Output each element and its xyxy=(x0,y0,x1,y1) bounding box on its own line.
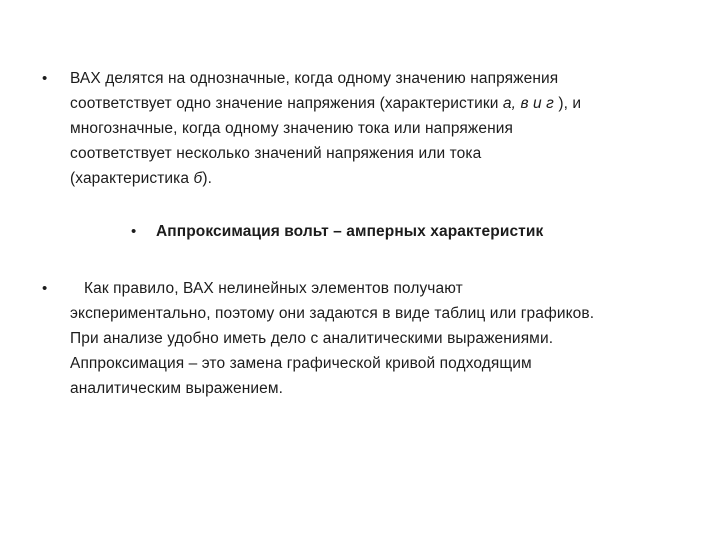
text-segment: ), и xyxy=(553,95,582,112)
text-segment: ). xyxy=(202,170,213,187)
section-heading: Аппроксимация вольт – амперных характеристик xyxy=(156,223,544,240)
text-segment: (характеристика xyxy=(70,170,194,187)
bullet-marker: • xyxy=(42,70,48,87)
text-line: ВАХ делятся на однозначные, когда одному значению напряжения xyxy=(70,70,559,87)
bullet-marker: • xyxy=(42,280,48,297)
text-line: соответствует несколько значений напряжения или тока xyxy=(70,145,482,162)
text-line: экспериментально, поэтому они задаются в виде таблиц или графиков. xyxy=(70,305,595,322)
text-segment: соответствует одно значение напряжения (характеристики xyxy=(70,95,503,112)
bullet-marker: • xyxy=(131,223,137,240)
text-line: аналитическим выражением. xyxy=(70,380,284,397)
italic-text: б xyxy=(193,170,203,187)
text-line: Аппроксимация – это замена графической кривой подходящим xyxy=(70,355,532,372)
text-line xyxy=(70,91,710,116)
text-line xyxy=(70,166,710,191)
paragraph-approximation xyxy=(70,276,715,401)
paragraph-vah-classification xyxy=(70,66,710,191)
text-line: многозначные, когда одному значению тока или напряжения xyxy=(70,120,514,137)
text-line: Как правило, ВАХ нелинейных элементов получают xyxy=(84,280,463,297)
text-line: При анализе удобно иметь дело с аналитическими выражениями. xyxy=(70,330,554,347)
italic-text: а, в и г xyxy=(502,95,554,112)
